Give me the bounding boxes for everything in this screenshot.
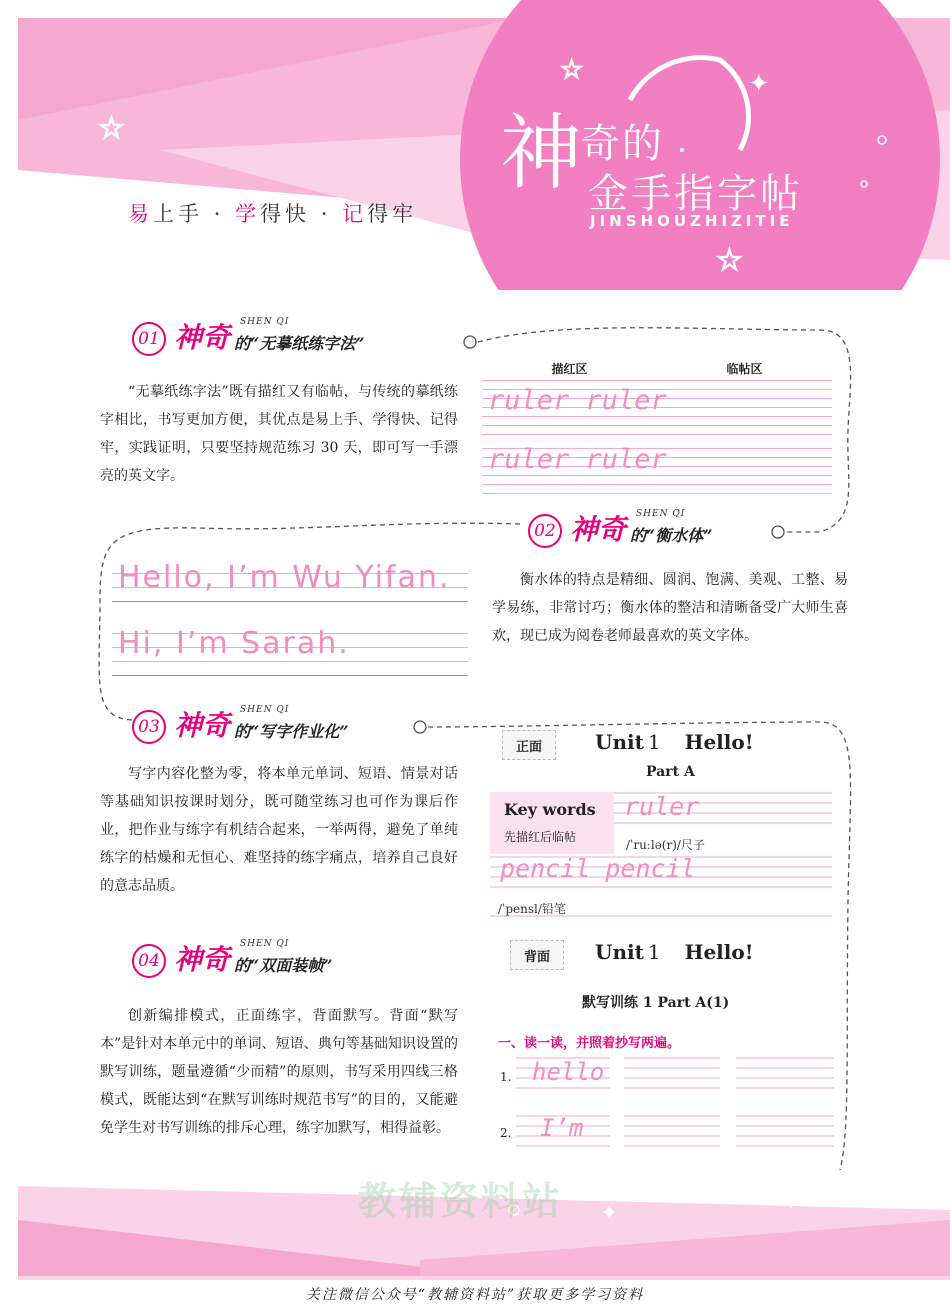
word2-phonetic: /ˈpensl/铅笔: [498, 902, 566, 916]
shenqi-label: 神奇: [570, 513, 627, 546]
key-words-subtitle: 先描红后临帖: [504, 830, 577, 844]
back-item-number: 2.: [500, 1126, 512, 1140]
sparkle-icon: ✦: [780, 1187, 802, 1217]
section-number: 03: [132, 710, 166, 744]
trace-area-label: 描红区: [551, 362, 588, 376]
sparkle-icon: ✦: [748, 69, 770, 99]
hello-line: Hi, I’m Sarah.: [118, 626, 350, 661]
copy-practice-box: [482, 360, 832, 500]
section-02-text: 衡水体的特点是精细、圆润、饱满、美观、工整、易学易练，非常讨巧；衡水体的整洁和清晰备受广大师生喜欢，现已成为阅卷老师最喜欢的英文字体。: [492, 572, 848, 644]
key-words-title: Key words: [504, 800, 596, 819]
section-02-heading: [528, 508, 712, 548]
section-number: 02: [528, 514, 562, 548]
section-01-heading: [132, 316, 364, 356]
title-big-char: 神: [500, 106, 583, 201]
section-04-heading: [132, 938, 332, 978]
back-item-number: 1.: [500, 1070, 512, 1084]
section-title: SHEN QI 的“衡水体”: [630, 509, 713, 545]
front-part: Part A: [646, 764, 695, 780]
back-item-word: hello: [532, 1058, 605, 1086]
front-tag: 正面: [502, 730, 556, 760]
star-icon: ☆: [560, 55, 584, 85]
practice-row: ruler ruler: [488, 444, 667, 475]
star-icon: ☆: [98, 111, 125, 146]
title-pinyin: JINSHOUZHIZITIE: [590, 212, 794, 230]
title-line1: 奇的: [580, 121, 664, 167]
copy-area-label: 临帖区: [726, 362, 763, 376]
slogan: 易上手 · 学得快 · 记得牢: [128, 202, 418, 226]
word2-trace: pencil pencil: [500, 854, 696, 883]
front-unit-heading: Unit 1 Hello!: [595, 730, 754, 754]
section-title: SHEN QI 的“写字作业化”: [234, 705, 349, 741]
shenqi-label: 神奇: [174, 943, 231, 976]
sparkle-icon: ✦: [600, 1201, 619, 1226]
section-04-text: 创新编排模式，正面练字，背面默写。背面“默写本”是针对本单元中的单词、短语、典句等基础知识设置的默写训练，题量遵循“少而精”的原则，书写采用四线三格模式，既能达到“在默写训练时规范书写”的目的，又能避免学生对书写训练的排斥心理，练字加默写，相得益彰。: [100, 1008, 458, 1136]
section-title: SHEN QI 的“双面装帧”: [234, 939, 333, 975]
back-unit-heading: Unit 1 Hello!: [595, 940, 754, 964]
section-03-heading: [132, 704, 348, 744]
back-tag: 背面: [510, 940, 564, 970]
shenqi-label: 神奇: [174, 321, 231, 354]
practice-row: ruler ruler: [488, 385, 667, 416]
key-words-box: [490, 792, 614, 854]
back-drill-title: 默写训练 1 Part A(1): [582, 995, 730, 1011]
star-icon: ☆: [716, 243, 743, 278]
title-line2: 金手指字帖: [588, 171, 803, 217]
hello-sample: [112, 560, 468, 680]
section-title: SHEN QI 的“无摹纸练字法”: [234, 317, 365, 353]
word1-trace: ruler: [624, 792, 700, 821]
section-number: 04: [132, 944, 166, 978]
watermark: 教辅资料站: [358, 1179, 564, 1223]
shenqi-label: 神奇: [174, 709, 231, 742]
section-03-text: 写字内容化整为零，将本单元单词、短语、情景对话等基础知识按课时划分，既可随堂练习也可作为课后作业，把作业与练字有机结合起来，一举两得，避免了单纯练字的枯燥和无恒心、难坚持的练字痛点，培养自己良好的意志品质。: [100, 766, 458, 894]
hello-line: Hello, I’m Wu Yifan.: [118, 560, 451, 595]
back-instruction: 一、读一读，并照着抄写两遍。: [498, 1036, 681, 1051]
word1-phonetic: /ˈruːlə(r)/尺子: [626, 838, 705, 852]
section-01-text: “无摹纸练字法”既有描红又有临帖，与传统的摹纸练字相比，书写更加方便，其优点是易上手、学得快、记得牢，实践证明，只要坚持规范练习 30 天，即可写一手漂亮的英文字。: [100, 384, 458, 484]
footer-note: 关注微信公众号“教辅资料站”获取更多学习资料: [305, 1287, 645, 1303]
back-item-word: I’m: [540, 1114, 584, 1142]
section-number: 01: [132, 322, 166, 356]
